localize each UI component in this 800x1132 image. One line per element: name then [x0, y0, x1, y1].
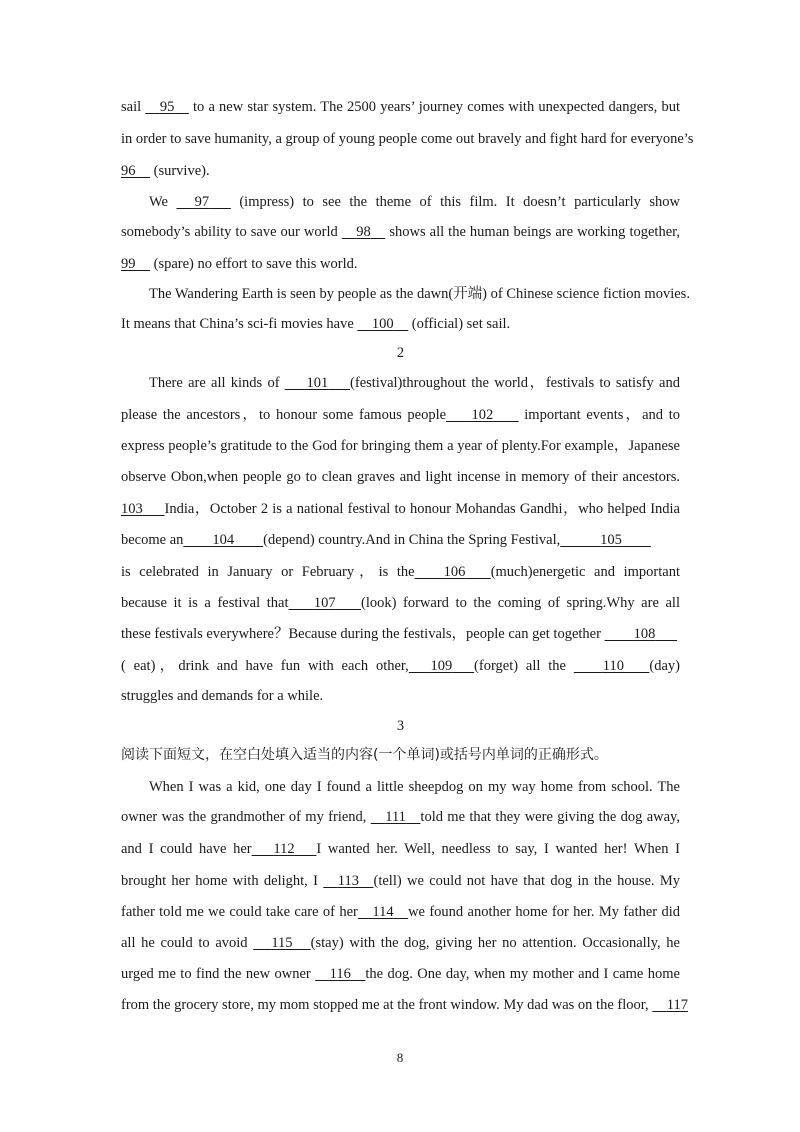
passage1-line-5: somebody’s ability to save our world 98 shows all the human beings are working together, — [121, 224, 681, 240]
blank-114[interactable]: 114 — [372, 904, 394, 920]
section-number-3: 3 — [396, 718, 405, 734]
passage2-line-10: ( eat)，drink and have fun with each other, 109 (forget) all the 110 (day) — [121, 658, 680, 674]
passage2-line-3: express people’s gratitude to the God for bringing them a year of plenty.For example，Japanese — [121, 438, 680, 454]
passage3-line-5: father told me we could take care of her 114 we found another home for her. My father did — [121, 904, 680, 920]
blank-98[interactable]: 98 — [356, 224, 371, 240]
passage3-line-1: When I was a kid, one day I found a little sheepdog on my way home from school. The — [149, 779, 680, 795]
passage2-line-4: observe Obon,when people go to clean graves and light incense in memory of their ancestors. — [121, 469, 680, 485]
passage1-line-7: The Wandering Earth is seen by people as the dawn(开端) of Chinese science fiction movies. — [149, 286, 690, 302]
passage1-line-3: 96 (survive). — [121, 163, 210, 179]
passage2-line-9: these festivals everywhere？Because during the festivals，people can get together 108 — [121, 624, 680, 644]
section3-instruction: 阅读下面短文，在空白处填入适当的内容(一个单词)或括号内单词的正确形式。 — [121, 747, 608, 763]
passage2-line-8: because it is a festival that 107 (look) forward to the coming of spring.Why are all — [121, 595, 680, 611]
blank-112[interactable]: 112 — [273, 841, 295, 857]
passage2-line-2: please the ancestors，to honour some famous people 102 important events，and to — [121, 407, 680, 423]
blank-97[interactable]: 97 — [194, 194, 210, 210]
passage1-line-8: It means that China’s sci-fi movies have 100 (official) set sail. — [121, 316, 511, 332]
passage3-line-3: and I could have her 112 I wanted her. Well, needless to say, I wanted her! When I — [121, 841, 680, 857]
blank-110[interactable]: 110 — [602, 658, 625, 674]
blank-95[interactable]: 95 — [159, 99, 175, 115]
blank-96[interactable]: 96 — [121, 163, 136, 179]
passage1-line-2: in order to save humanity, a group of young people come out bravely and fight hard for everyone’s — [121, 131, 694, 147]
blank-113[interactable]: 113 — [337, 873, 359, 889]
blank-109[interactable]: 109 — [430, 658, 453, 674]
blank-101[interactable]: 101 — [306, 375, 329, 391]
blank-106[interactable]: 106 — [443, 564, 466, 580]
blank-104[interactable]: 104 — [212, 532, 235, 548]
section-number-2: 2 — [396, 345, 405, 361]
blank-108[interactable]: 108 — [633, 626, 656, 642]
blank-99[interactable]: 99 — [121, 256, 136, 272]
blank-100[interactable]: 100 — [371, 316, 394, 332]
passage3-line-8: from the grocery store, my mom stopped me at the front window. My dad was on the floor, 117 — [121, 997, 688, 1013]
blank-105[interactable]: 105 — [600, 532, 622, 548]
passage2-line-5: 103 India，October 2 is a national festival to honour Mohandas Gandhi，who helped India — [121, 501, 680, 517]
blank-107[interactable]: 107 — [313, 595, 336, 611]
passage3-line-6: all he could to avoid 115 (stay) with the dog, giving her no attention. Occasionally, he — [121, 935, 680, 951]
passage1-line-4: We 97 (impress) to see the theme of this film. It doesn’t particularly show — [149, 194, 680, 210]
passage2-line-11: struggles and demands for a while. — [121, 688, 324, 704]
blank-102[interactable]: 102 — [471, 407, 494, 423]
passage3-line-7: urged me to find the new owner 116 the dog. One day, when my mother and I came home — [121, 966, 680, 982]
passage1-line-1: sail 95 to a new star system. The 2500 years’ journey comes with unexpected dangers, but — [121, 99, 680, 115]
passage2-line-1: There are all kinds of 101 (festival)throughout the world，festivals to satisfy and — [149, 375, 680, 391]
blank-115[interactable]: 115 — [271, 935, 293, 951]
blank-111[interactable]: 111 — [385, 809, 406, 825]
passage3-line-2: owner was the grandmother of my friend, 111 told me that they were giving the dog away, — [121, 809, 680, 825]
passage1-line-6: 99 (spare) no effort to save this world. — [121, 256, 358, 272]
passage2-line-6: become an 104 (depend) country.And in China the Spring Festival, 105 — [121, 530, 716, 550]
passage3-line-4: brought her home with delight, I 113 (tell) we could not have that dog in the house. My — [121, 873, 680, 889]
page-number: 8 — [396, 1050, 404, 1065]
blank-103[interactable]: 103 — [121, 501, 143, 517]
blank-116[interactable]: 116 — [329, 966, 351, 982]
blank-117[interactable]: 117 — [666, 997, 688, 1013]
passage2-line-7: is celebrated in January or February，is the 106 (much)energetic and important — [121, 564, 680, 580]
